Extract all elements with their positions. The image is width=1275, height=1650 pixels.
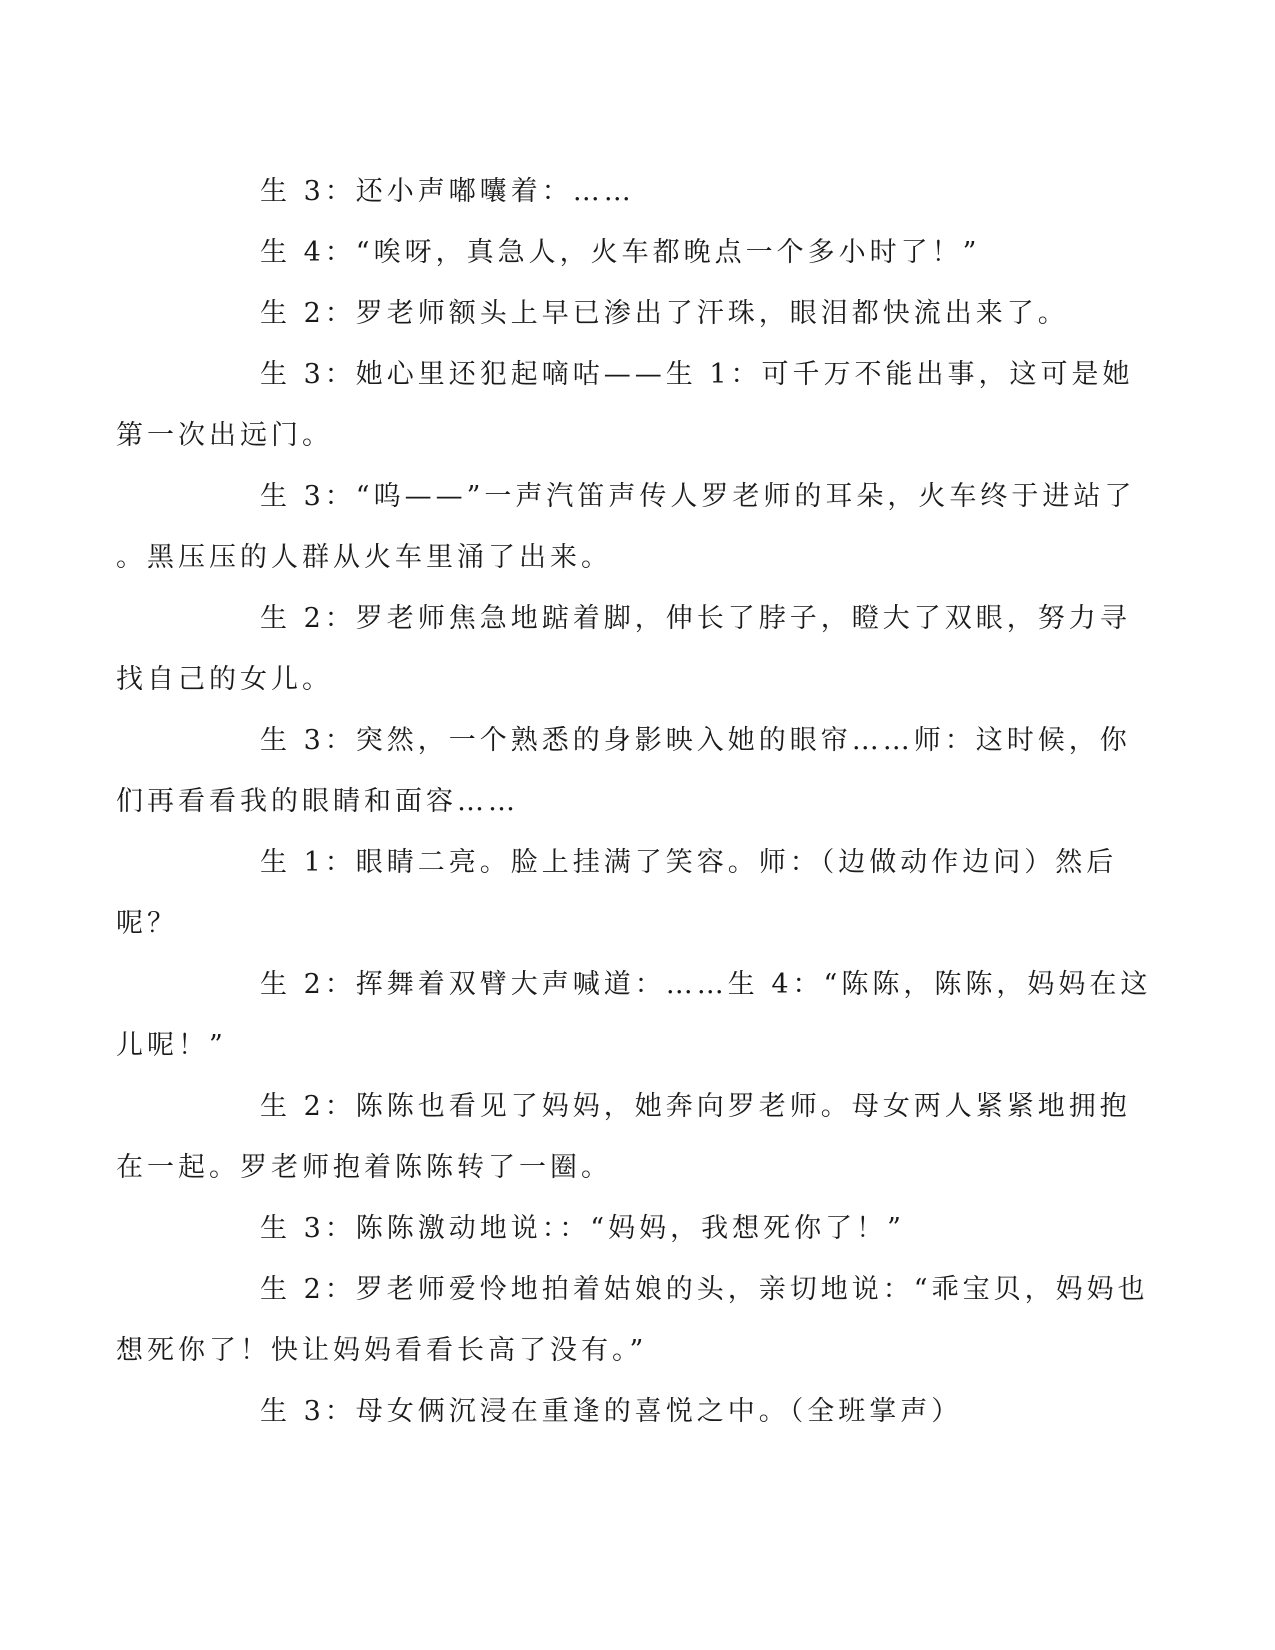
text-line: 生 2：陈陈也看见了妈妈，她奔向罗老师。母女两人紧紧地拥抱: [260, 1091, 1131, 1122]
text-line: 生 3：还小声嘟囔着：……: [260, 176, 635, 207]
text-line: 生 1：眼睛二亮。脸上挂满了笑容。师：（边做动作边问）然后: [260, 847, 1118, 878]
text-line: 找自己的女儿。: [116, 664, 333, 695]
text-line: 生 3：陈陈激动地说：：“妈妈，我想死你了！”: [260, 1213, 905, 1244]
paragraph: [188, 1198, 1058, 1259]
text-line: 生 2：挥舞着双臂大声喊道：……生 4：“陈陈，陈陈，妈妈在这: [260, 969, 1152, 1000]
text-line: 生 3：她心里还犯起嘀咕——生 1：可千万不能出事，这可是她: [260, 359, 1134, 390]
text-line: 生 2：罗老师焦急地踮着脚，伸长了脖子，瞪大了双眼，努力寻: [260, 603, 1131, 634]
text-line: 生 3：母女俩沉浸在重逢的喜悦之中。（全班掌声）: [260, 1396, 963, 1427]
paragraph: [116, 710, 1131, 832]
paragraph: [116, 466, 1136, 588]
paragraph: [116, 344, 1134, 466]
paragraph: [116, 588, 1131, 710]
paragraph: [116, 954, 1152, 1076]
paragraph: [116, 1076, 1131, 1198]
dialogue-text: [116, 161, 1152, 1442]
paragraph: [188, 161, 1058, 222]
text-line: 生 2：罗老师爱怜地拍着姑娘的头，亲切地说：“乖宝贝，妈妈也: [260, 1274, 1149, 1305]
text-line: 第一次出远门。: [116, 420, 333, 451]
paragraph: [116, 1259, 1149, 1381]
text-line: 呢？: [116, 908, 178, 939]
paragraph: [188, 283, 1069, 344]
text-line: 们再看看我的眼睛和面容……: [116, 786, 519, 817]
text-line: 儿呢！”: [116, 1030, 227, 1061]
text-line: 生 2：罗老师额头上早已渗出了汗珠，眼泪都快流出来了。: [260, 298, 1069, 329]
paragraph: [188, 1381, 1058, 1442]
text-line: 在一起。罗老师抱着陈陈转了一圈。: [116, 1152, 612, 1183]
text-line: 生 4：“唉呀，真急人，火车都晚点一个多小时了！”: [260, 237, 981, 268]
paragraph: [116, 832, 1118, 954]
text-line: 想死你了！快让妈妈看看长高了没有。”: [116, 1335, 648, 1366]
text-line: 。黑压压的人群从火车里涌了出来。: [116, 542, 612, 573]
paragraph: [188, 222, 1058, 283]
text-line: 生 3：突然，一个熟悉的身影映入她的眼帘……师：这时候，你: [260, 725, 1131, 756]
text-line: 生 3：“呜——”一声汽笛声传人罗老师的耳朵，火车终于进站了: [260, 481, 1136, 512]
